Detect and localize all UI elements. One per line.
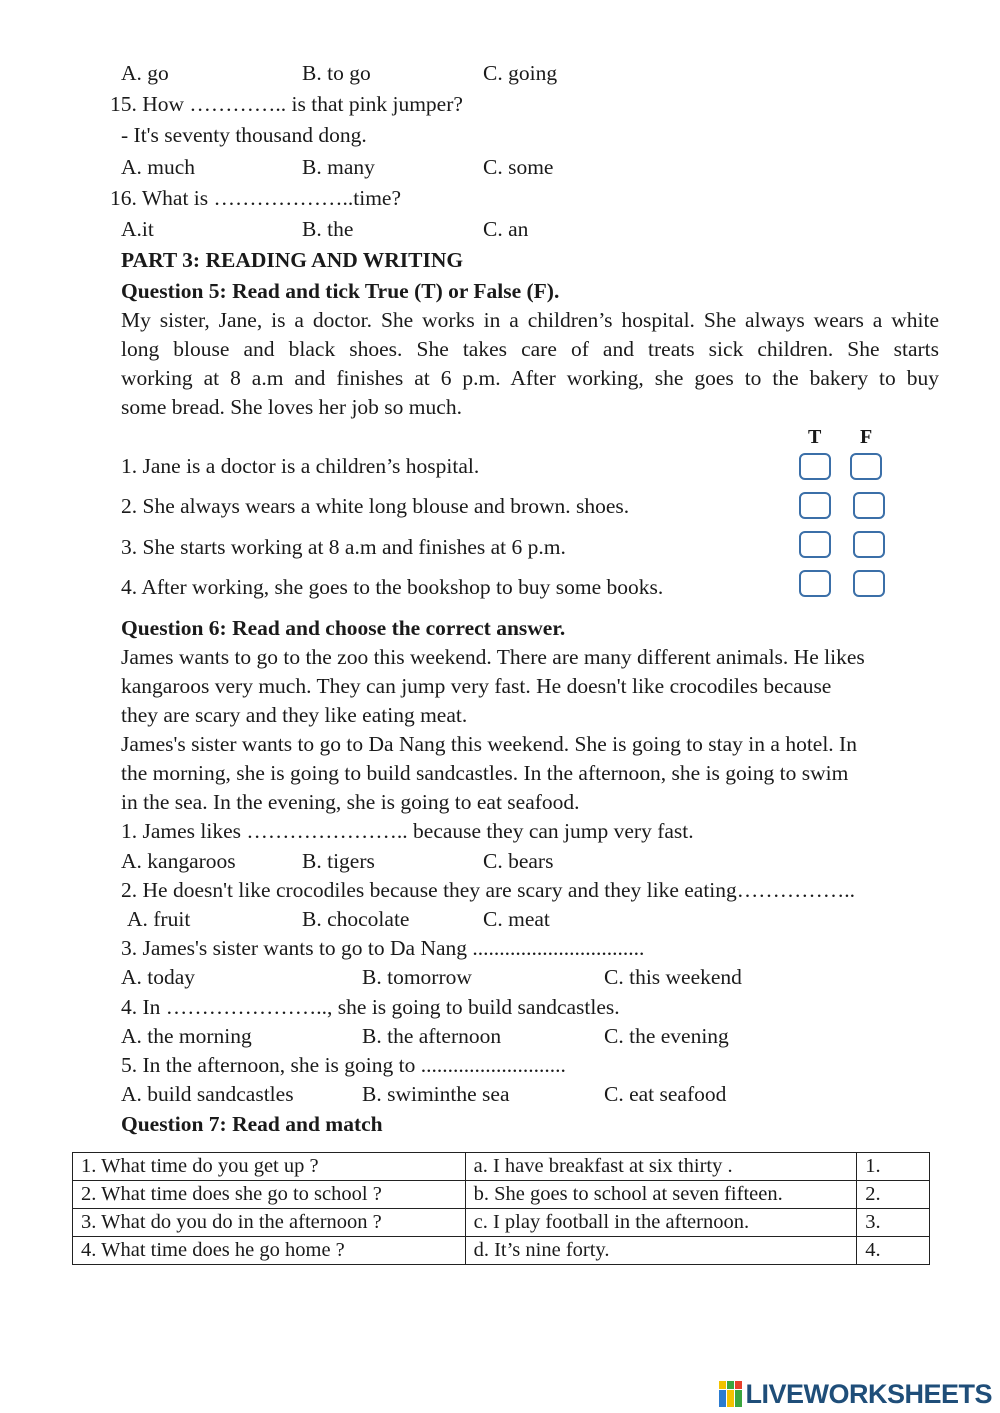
match-answer: a. I have breakfast at six thirty . bbox=[465, 1153, 857, 1181]
q15-reply: - It's seventy thousand dong. bbox=[121, 123, 367, 147]
statement-2-false-checkbox[interactable] bbox=[853, 492, 885, 519]
passage-line: working at 8 a.m and finishes at 6 p.m. After working, she goes to the bakery to buy bbox=[121, 366, 939, 390]
statement-1: 1. Jane is a doctor is a children’s hospital. bbox=[121, 454, 480, 478]
q14-option-a: A. go bbox=[121, 61, 169, 85]
table-row bbox=[73, 1209, 930, 1237]
q15-option-b: B. many bbox=[302, 155, 375, 179]
logo-bar bbox=[735, 1390, 742, 1407]
question6-title: Question 6: Read and choose the correct answer. bbox=[121, 616, 566, 640]
match-key[interactable]: 1. bbox=[857, 1153, 930, 1181]
q6-item-5-option-c: C. eat seafood bbox=[604, 1082, 727, 1106]
q6-item-5-stem: 5. In the afternoon, she is going to ........................... bbox=[121, 1053, 566, 1077]
logo-bar bbox=[727, 1390, 734, 1407]
statement-4-true-checkbox[interactable] bbox=[799, 570, 831, 597]
liveworksheets-logo-icon bbox=[719, 1381, 743, 1407]
statement-4-false-checkbox[interactable] bbox=[853, 570, 885, 597]
question5-title: Question 5: Read and tick True (T) or False (F). bbox=[121, 279, 560, 303]
statement-4: 4. After working, she goes to the bookshop to buy some books. bbox=[121, 575, 664, 599]
logo-bar bbox=[719, 1381, 726, 1389]
logo-bar bbox=[727, 1381, 734, 1389]
q6-passage-line: in the sea. In the evening, she is going to eat seafood. bbox=[121, 790, 580, 814]
liveworksheets-logo bbox=[719, 1379, 992, 1409]
q14-option-c: C. going bbox=[483, 61, 558, 85]
q6-item-1-stem: 1. James likes ………………….. because they can jump very fast. bbox=[121, 819, 694, 843]
q6-item-2-option-a: A. fruit bbox=[127, 907, 191, 931]
q6-item-3-option-a: A. today bbox=[121, 965, 196, 989]
statement-3: 3. She starts working at 8 a.m and finishes at 6 p.m. bbox=[121, 535, 566, 559]
q6-item-5-option-b: B. swiminthe sea bbox=[362, 1082, 510, 1106]
passage-line: My sister, Jane, is a doctor. She works in a children’s hospital. She always wears a white bbox=[121, 308, 939, 332]
q6-item-1-option-c: C. bears bbox=[483, 849, 554, 873]
q14-option-b: B. to go bbox=[302, 61, 371, 85]
false-column-header: F bbox=[860, 426, 873, 448]
q15-option-a: A. much bbox=[121, 155, 196, 179]
match-answer: b. She goes to school at seven fifteen. bbox=[465, 1181, 857, 1209]
match-answer: c. I play football in the afternoon. bbox=[465, 1209, 857, 1237]
logo-text: LIVEWORKSHEETS bbox=[745, 1378, 992, 1409]
q6-item-1-option-a: A. kangaroos bbox=[121, 849, 236, 873]
match-key[interactable]: 3. bbox=[857, 1209, 930, 1237]
q16-option-b: B. the bbox=[302, 217, 354, 241]
match-question: 3. What do you do in the afternoon ? bbox=[73, 1209, 466, 1237]
q6-item-3-option-b: B. tomorrow bbox=[362, 965, 472, 989]
q6-passage-line: kangaroos very much. They can jump very fast. He doesn't like crocodiles because bbox=[121, 674, 832, 698]
match-key[interactable]: 2. bbox=[857, 1181, 930, 1209]
q6-item-4-stem: 4. In ………………….., she is going to build sandcastles. bbox=[121, 995, 620, 1019]
q6-item-2-stem: 2. He doesn't like crocodiles because they are scary and they like eating…………….. bbox=[121, 878, 856, 902]
statement-3-false-checkbox[interactable] bbox=[853, 531, 885, 558]
logo-bar bbox=[719, 1390, 726, 1407]
q16-option-c: C. an bbox=[483, 217, 529, 241]
statement-1-false-checkbox[interactable] bbox=[850, 453, 882, 480]
match-table bbox=[72, 1152, 930, 1265]
q6-item-2-option-b: B. chocolate bbox=[302, 907, 410, 931]
q16-stem: 16. What is ………………..time? bbox=[110, 186, 402, 210]
q6-passage-line: they are scary and they like eating meat. bbox=[121, 703, 468, 727]
statement-2: 2. She always wears a white long blouse and brown. shoes. bbox=[121, 494, 630, 518]
q6-item-4-option-b: B. the afternoon bbox=[362, 1024, 502, 1048]
match-key[interactable]: 4. bbox=[857, 1237, 930, 1265]
passage-line: some bread. She loves her job so much. bbox=[121, 395, 462, 419]
match-question: 2. What time does she go to school ? bbox=[73, 1181, 466, 1209]
match-question: 4. What time does he go home ? bbox=[73, 1237, 466, 1265]
q6-passage-line: James's sister wants to go to Da Nang this weekend. She is going to stay in a hotel. In bbox=[121, 732, 857, 756]
table-row bbox=[73, 1181, 930, 1209]
q15-option-c: C. some bbox=[483, 155, 554, 179]
true-column-header: T bbox=[808, 426, 822, 448]
statement-2-true-checkbox[interactable] bbox=[799, 492, 831, 519]
q6-passage-line: James wants to go to the zoo this weekend. There are many different animals. He likes bbox=[121, 645, 865, 669]
q6-item-3-stem: 3. James's sister wants to go to Da Nang ................................ bbox=[121, 936, 645, 960]
table-row bbox=[73, 1153, 930, 1181]
passage-line: long blouse and black shoes. She takes care of and treats sick children. She starts bbox=[121, 337, 939, 361]
q16-option-a: A.it bbox=[121, 217, 154, 241]
q6-item-3-option-c: C. this weekend bbox=[604, 965, 742, 989]
logo-bar bbox=[735, 1381, 742, 1389]
q6-item-4-option-c: C. the evening bbox=[604, 1024, 729, 1048]
q6-item-1-option-b: B. tigers bbox=[302, 849, 375, 873]
q6-item-4-option-a: A. the morning bbox=[121, 1024, 252, 1048]
table-row bbox=[73, 1237, 930, 1265]
match-question: 1. What time do you get up ? bbox=[73, 1153, 466, 1181]
part3-title: PART 3: READING AND WRITING bbox=[121, 248, 464, 272]
match-answer: d. It’s nine forty. bbox=[465, 1237, 857, 1265]
q6-item-2-option-c: C. meat bbox=[483, 907, 550, 931]
q6-passage-line: the morning, she is going to build sandcastles. In the afternoon, she is going to swim bbox=[121, 761, 849, 785]
question5-passage bbox=[121, 306, 939, 422]
question7-title: Question 7: Read and match bbox=[121, 1112, 383, 1136]
statement-3-true-checkbox[interactable] bbox=[799, 531, 831, 558]
q15-stem: 15. How ………….. is that pink jumper? bbox=[110, 92, 463, 116]
statement-1-true-checkbox[interactable] bbox=[799, 453, 831, 480]
q6-item-5-option-a: A. build sandcastles bbox=[121, 1082, 294, 1106]
